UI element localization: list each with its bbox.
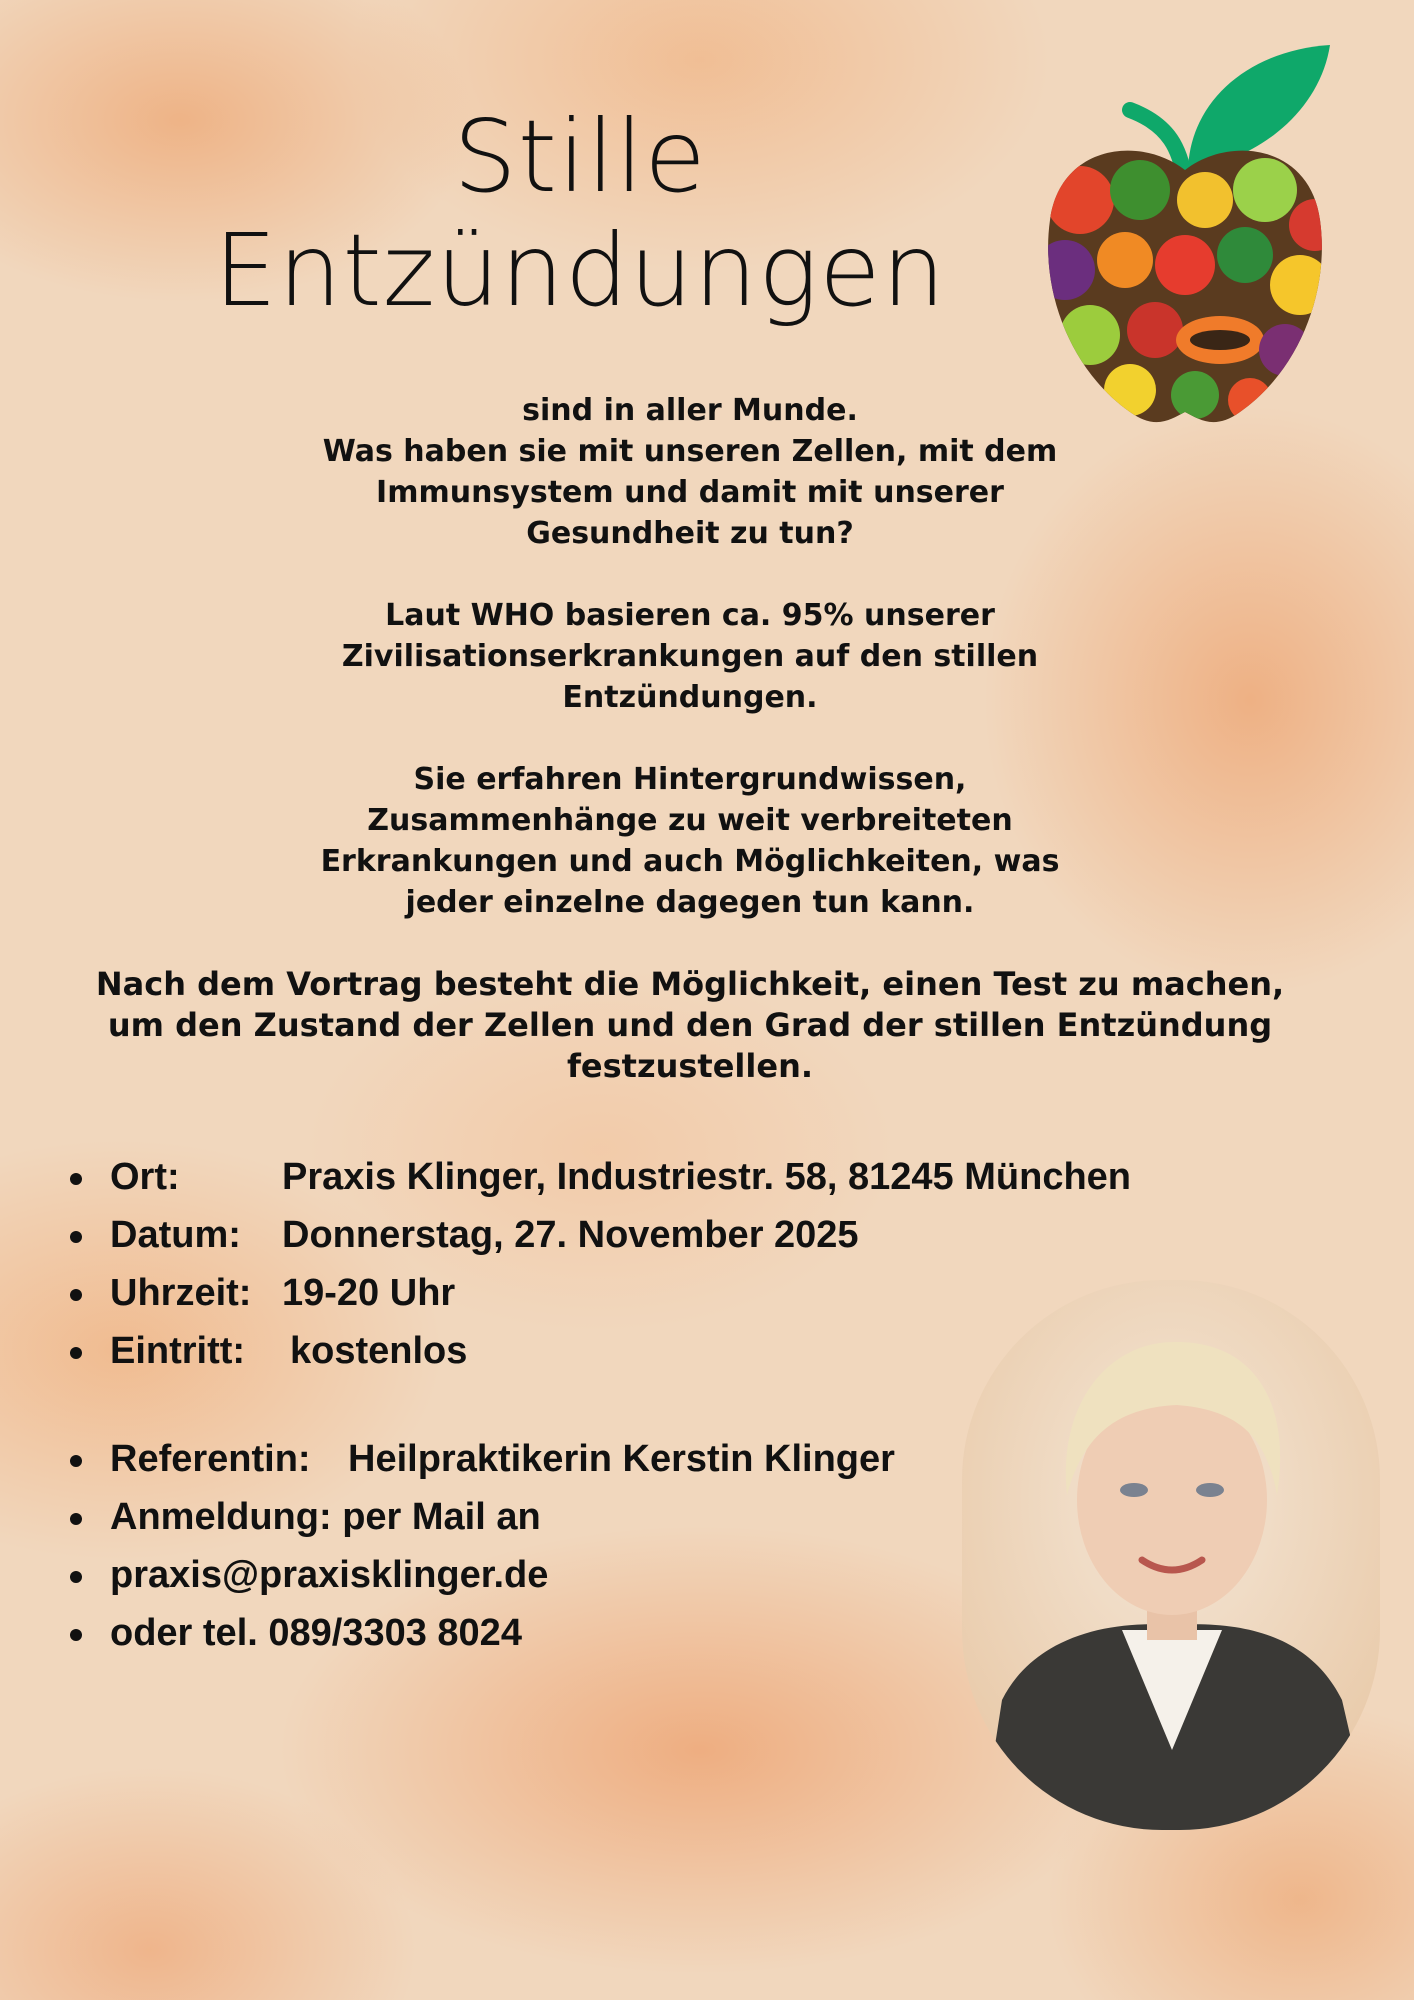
detail-datum xyxy=(60,1206,1260,1264)
detail-label: Eintritt: xyxy=(110,1330,246,1372)
detail-ort xyxy=(60,1148,1260,1206)
intro-line: Laut WHO basieren ca. 95% unserer xyxy=(385,598,995,633)
intro-paragraph-4 xyxy=(40,964,1340,1087)
detail-label: Datum: xyxy=(110,1214,241,1256)
intro-text xyxy=(40,390,1340,1128)
title-line-1: Stille xyxy=(453,98,707,215)
contact-email-link[interactable]: praxis@praxisklinger.de xyxy=(60,1546,1260,1604)
intro-paragraph-2 xyxy=(40,595,1340,718)
intro-line: Zusammenhänge zu weit verbreiteten xyxy=(367,803,1013,838)
detail-label: Ort: xyxy=(110,1156,180,1198)
title-line-2: Entzündungen xyxy=(213,212,947,329)
detail-value: 19-20 Uhr xyxy=(282,1272,456,1314)
intro-line: Nach dem Vortrag besteht die Möglichkeit, einen Test zu machen, xyxy=(95,965,1285,1003)
speaker-portrait xyxy=(962,1280,1380,1830)
intro-line: jeder einzelne dagegen tun kann. xyxy=(405,885,975,920)
intro-paragraph-3 xyxy=(40,759,1340,923)
intro-line: Zivilisationserkrankungen auf den stillen xyxy=(341,639,1039,674)
contact-label: Referentin: xyxy=(110,1438,311,1480)
contact-value: Heilpraktikerin Kerstin Klinger xyxy=(348,1438,895,1480)
detail-value: Donnerstag, 27. November 2025 xyxy=(282,1214,859,1256)
detail-value: kostenlos xyxy=(290,1330,468,1372)
intro-paragraph-1 xyxy=(40,390,1340,554)
apple-vegetables-icon xyxy=(1020,40,1350,430)
intro-line: festzustellen. xyxy=(567,1047,813,1085)
intro-line: Was haben sie mit unseren Zellen, mit dem xyxy=(322,434,1058,469)
intro-line: sind in aller Munde. xyxy=(522,393,858,428)
intro-line: Gesundheit zu tun? xyxy=(526,516,854,551)
intro-line: um den Zustand der Zellen und den Grad der stillen Entzündung xyxy=(107,1006,1273,1044)
contact-phone: oder tel. 089/3303 8024 xyxy=(60,1604,1260,1662)
page-title xyxy=(140,100,1020,328)
intro-line: Erkrankungen und auch Möglichkeiten, was xyxy=(320,844,1060,879)
intro-line: Immunsystem und damit mit unserer xyxy=(376,475,1004,510)
detail-value: Praxis Klinger, Industriestr. 58, 81245 München xyxy=(282,1156,1132,1198)
intro-line: Entzündungen. xyxy=(562,680,818,715)
intro-line: Sie erfahren Hintergrundwissen, xyxy=(413,762,967,797)
detail-label: Uhrzeit: xyxy=(110,1272,252,1314)
contact-anmeldung: Anmeldung: per Mail an xyxy=(60,1488,1260,1546)
